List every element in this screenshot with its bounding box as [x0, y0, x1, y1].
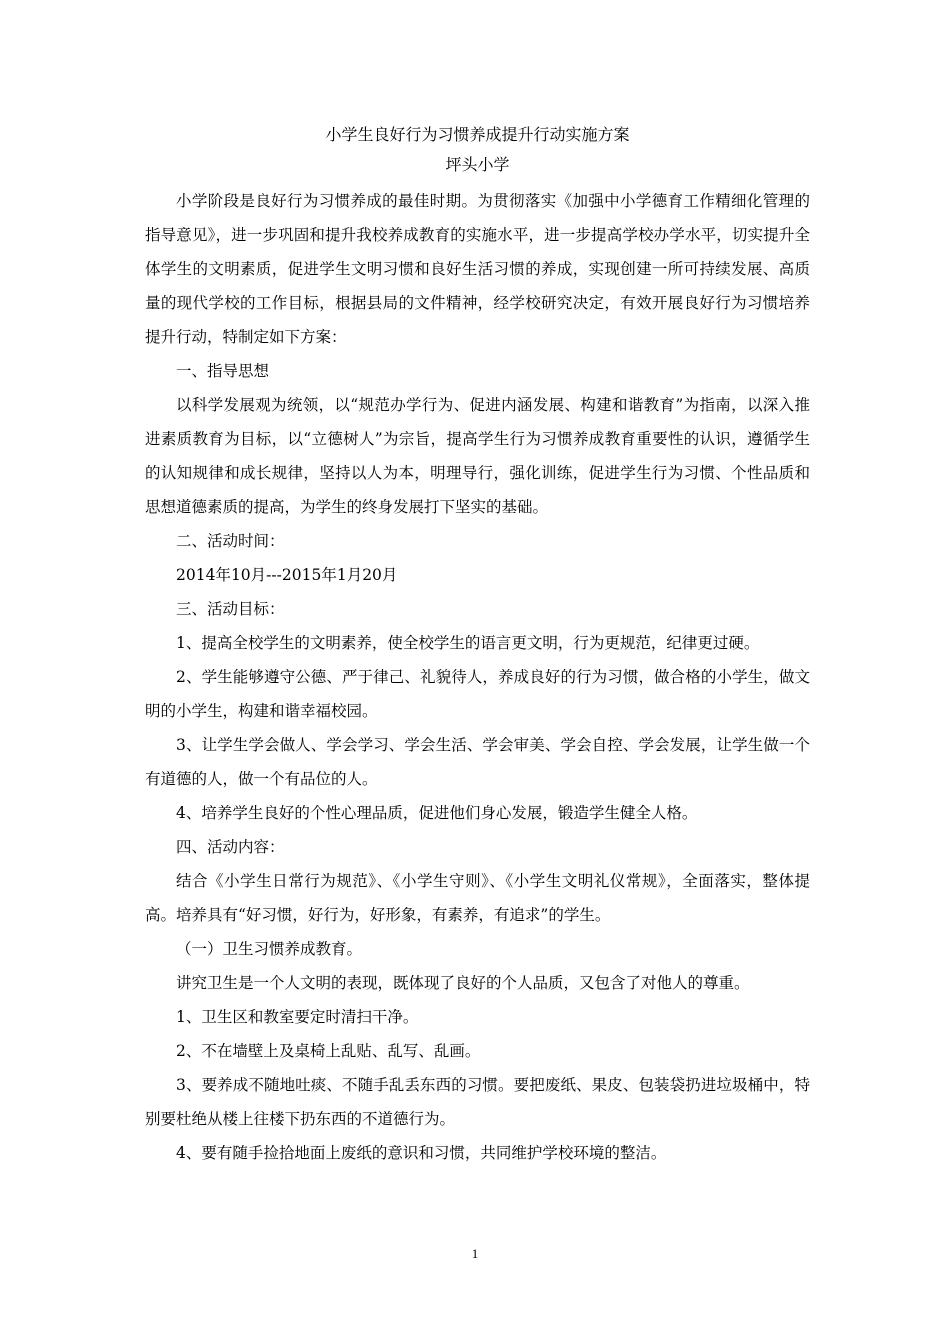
- section-heading-activity-time: 二、活动时间：: [176, 532, 285, 550]
- activity-content-paragraph: 结合《小学生日常行为规范》、《小学生守则》、《小学生文明礼仪常规》，全面落实，整体提高。培养具有“好习惯，好行为，好形象，有素养，有追求”的学生。: [145, 872, 810, 924]
- hygiene-item: 2、不在墙壁上及桌椅上乱贴、乱写、乱画。: [176, 1042, 481, 1060]
- goal-item: 1、提高全校学生的文明素养，使全校学生的语言更文明，行为更规范，纪律更过硬。: [176, 634, 760, 652]
- page-number: 1: [471, 1246, 479, 1261]
- hygiene-intro-paragraph: 讲究卫生是一个人文明的表现，既体现了良好的个人品质，又包含了对他人的尊重。: [176, 974, 750, 992]
- goal-item: 3、让学生学会做人、学会学习、学会生活、学会审美、学会自控、学会发展，让学生做一个有道德的人，做一个有品位的人。: [145, 736, 810, 788]
- hygiene-item: 1、卫生区和教室要定时清扫干净。: [176, 1008, 419, 1026]
- section-heading-guiding-thought: 一、指导思想: [176, 362, 270, 380]
- document-title: 小学生良好行为习惯养成提升行动实施方案: [325, 125, 630, 144]
- subsection-heading-hygiene: （一）卫生习惯养成教育。: [176, 940, 363, 958]
- goal-item: 4、培养学生良好的个性心理品质，促进他们身心发展，锻造学生健全人格。: [176, 804, 698, 822]
- school-name: 坪头小学: [445, 155, 510, 174]
- section-heading-activity-content: 四、活动内容：: [176, 838, 285, 856]
- section-heading-activity-goals: 三、活动目标：: [176, 600, 285, 618]
- document-body: [145, 120, 810, 1170]
- hygiene-item: 3、要养成不随地吐痰、不随手乱丢东西的习惯。要把废纸、果皮、包装袋扔进垃圾桶中，特别要杜绝从楼上往楼下扔东西的不道德行为。: [145, 1076, 810, 1128]
- intro-paragraph: 小学阶段是良好行为习惯养成的最佳时期。为贯彻落实《加强中小学德育工作精细化管理的指导意见》，进一步巩固和提升我校养成教育的实施水平，进一步提高学校办学水平，切实提升全体学生的文明素质，促进学生文明习惯和良好生活习惯的养成，实现创建一所可持续发展、高质量的现代学校的工作目标，根据县局的文件精神，经学校研究决定，有效开展良好行为习惯培养提升行动，特制定如下方案：: [145, 192, 810, 346]
- hygiene-item: 4、要有随手捡拾地面上废纸的意识和习惯，共同维护学校环境的整洁。: [176, 1144, 667, 1162]
- guiding-thought-paragraph: 以科学发展观为统领，以“规范办学行为、促进内涵发展、构建和谐教育”为指南，以深入推进素质教育为目标，以“立德树人”为宗旨，提高学生行为习惯养成教育重要性的认识，遵循学生的认知规律和成长规律，坚持以人为本，明理导行，强化训练，促进学生行为习惯、个性品质和思想道德素质的提高，为学生的终身发展打下坚实的基础。: [145, 396, 810, 516]
- activity-time-value: 2014年10月---2015年1月20月: [176, 566, 398, 584]
- goal-item: 2、学生能够遵守公德、严于律己、礼貌待人，养成良好的行为习惯，做合格的小学生，做文明的小学生，构建和谐幸福校园。: [145, 668, 810, 720]
